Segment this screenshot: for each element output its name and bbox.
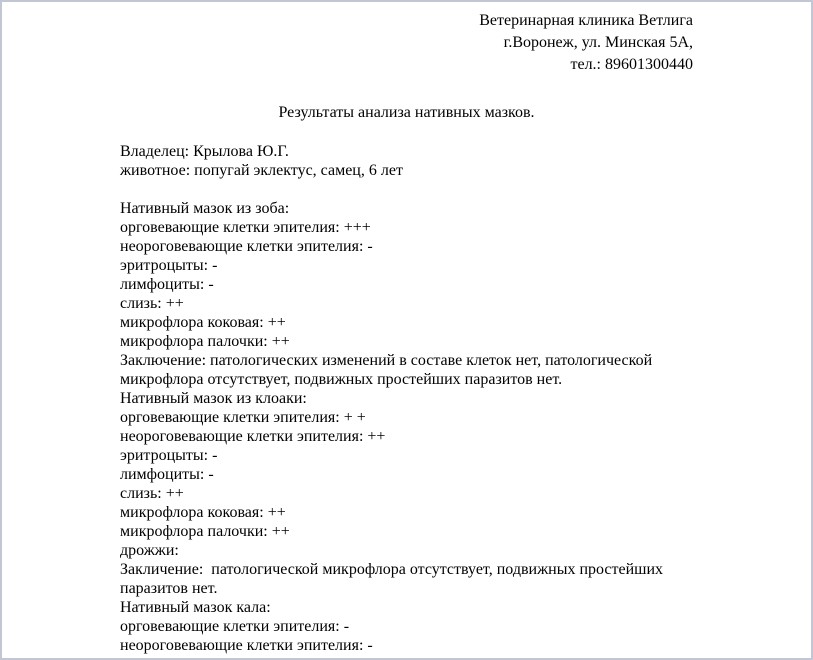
result-line: слизь: ++ [120, 485, 184, 502]
document-title: Результаты анализа нативных мазков. [278, 104, 535, 121]
animal-line: животное: попугай эклектус, самец, 6 лет [120, 162, 403, 179]
owner-line: Владелец: Крылова Ю.Г. [120, 143, 289, 160]
result-line: дрожжи: [120, 542, 179, 559]
result-line: лимфоциты: - [120, 276, 214, 293]
conclusion-line: Закличение: патологической микрофлора отсутствует, подвижных простейших [120, 561, 664, 578]
conclusion-line: Заключение: патологических изменений в составе клеток нет, патологической [120, 352, 653, 369]
conclusion-line: паразитов нет. [120, 580, 218, 597]
result-line: слизь: ++ [120, 295, 184, 312]
result-line: эритроцыты: - [120, 447, 218, 464]
result-line: микрофлора палочки: ++ [120, 333, 290, 350]
result-line: эритроцыты: - [120, 257, 218, 274]
clinic-phone: тел.: 89601300440 [570, 56, 693, 73]
result-line: неороговевающие клетки эпителия: - [120, 238, 373, 255]
owner-block [2, 142, 811, 180]
result-line: лимфоциты: - [120, 466, 214, 483]
clinic-name: Ветеринарная клиника Ветлига [479, 12, 693, 29]
result-line: микрофлора палочки: ++ [120, 523, 290, 540]
section-heading-crop-smear: Нативный мазок из зоба: [120, 200, 290, 217]
section-heading-cloaca-smear: Нативный мазок из клоаки: [120, 390, 307, 407]
result-line: микрофлора коковая: ++ [120, 504, 286, 521]
result-line: орговевающие клетки эпителия: +++ [120, 219, 371, 236]
clinic-header [2, 10, 811, 76]
result-line: орговевающие клетки эпителия: - [120, 618, 350, 635]
result-line: неороговевающие клетки эпителия: ++ [120, 428, 386, 445]
result-line: микрофлора коковая: ++ [120, 314, 286, 331]
clinic-address: г.Воронеж, ул. Минская 5А, [503, 34, 693, 51]
section-heading-feces-smear: Нативный мазок кала: [120, 599, 271, 616]
results-body [2, 199, 811, 655]
conclusion-line: микрофлора отсутствует, подвижных простейших паразитов нет. [120, 371, 563, 388]
result-line: орговевающие клетки эпителия: + + [120, 409, 366, 426]
result-line: неороговевающие клетки эпителия: - [120, 637, 373, 654]
